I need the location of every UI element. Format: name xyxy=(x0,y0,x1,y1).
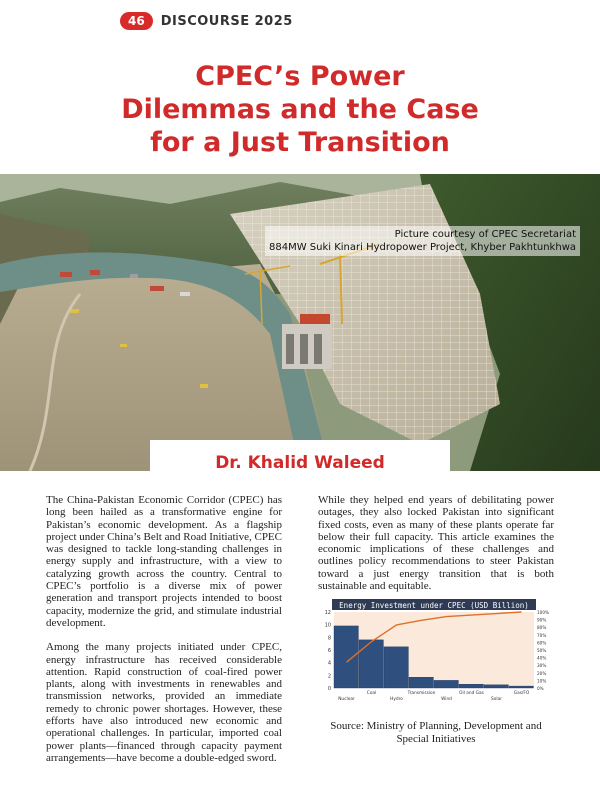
bar-solar xyxy=(484,685,508,688)
y2-tick-label: 0% xyxy=(537,686,544,691)
y-tick-label: 10 xyxy=(324,622,331,629)
y2-tick-label: 100% xyxy=(537,610,549,615)
body-column-left xyxy=(46,494,282,776)
body-paragraph: While they helped end years of debilitating power outages, they also locked Pakistan into significant fixed costs, even as many of these plants operate far below their full capacity. This article examines the economic implications of these challenges and outlines policy recommendations to steer Pakistan toward a just energy transition that is both sustainable and equitable. xyxy=(318,494,554,593)
article-title xyxy=(60,60,540,159)
body-column-right xyxy=(318,494,554,604)
y2-tick-label: 50% xyxy=(537,648,547,653)
y2-tick-label: 70% xyxy=(537,632,547,638)
photo-credit: Picture courtesy of CPEC Secretariat xyxy=(394,229,576,240)
y-tick-label: 6 xyxy=(327,648,331,654)
bar-wind xyxy=(434,680,458,688)
bar-gas-fo xyxy=(509,686,533,688)
y2-tick-label: 20% xyxy=(537,670,547,676)
body-paragraph: The China-Pakistan Economic Corridor (CPEC) has long been hailed as a transformative engine for Pakistan’s economic development. As a flagship project under China’s Belt and Road Initiative, CPEC was designed to tackle long-standing challenges in energy supply and infrastructure, with a view to catalyzing growth across the country. Central to CPEC’s portfolio is a diverse mix of power generation and transport projects intended to boost capacity, modernize the grid, and stimulate industrial development. xyxy=(46,494,282,629)
x-tick-label: Oil and Gas xyxy=(459,691,484,696)
title-line-2: Dilemmas and the Case xyxy=(121,94,479,125)
publication-name: DISCOURSE 2025 xyxy=(160,13,293,29)
x-tick-label: Nuclear xyxy=(338,697,355,702)
x-tick-label: Wind xyxy=(441,697,452,702)
chart-svg xyxy=(318,598,554,710)
bar-coal xyxy=(359,640,383,688)
bar-nuclear xyxy=(334,626,358,688)
photo-caption xyxy=(265,226,580,256)
x-tick-label: Transmission xyxy=(407,691,436,696)
bar-transmission xyxy=(409,677,433,688)
y-tick-label: 0 xyxy=(327,686,331,692)
y2-tick-label: 30% xyxy=(537,663,547,669)
energy-investment-chart xyxy=(318,598,554,710)
y2-tick-label: 80% xyxy=(537,625,547,631)
photo-description: 884MW Suki Kinari Hydropower Project, Khyber Pakhtunkhwa xyxy=(268,242,576,253)
chart-title: Energy Investment under CPEC (USD Billion) xyxy=(339,601,529,610)
hero-photo xyxy=(0,174,600,471)
bar-hydro xyxy=(384,647,408,688)
y2-tick-label: 90% xyxy=(537,617,547,623)
y-tick-label: 4 xyxy=(327,660,331,667)
y2-tick-label: 60% xyxy=(537,640,547,646)
title-line-1: CPEC’s Power xyxy=(195,61,405,92)
body-paragraph: Among the many projects initiated under CPEC, energy infrastructure has received considerable attention. Rapid construction of coal-fired power plants, along with investments in renewables and transmission networks, provided an immediate remedy to chronic power shortages. However, these efforts have also introduced new economic and operational challenges. In particular, imported coal power plants—financed through capacity payment arrangements—have become a double-edged sword. xyxy=(46,641,282,764)
page-header xyxy=(120,10,293,32)
dam-photo-illustration xyxy=(0,174,600,471)
bar-oil-and-gas xyxy=(459,684,483,688)
y2-tick-label: 40% xyxy=(537,655,547,661)
title-line-3: for a Just Transition xyxy=(150,127,450,158)
x-tick-label: Gas/FO xyxy=(513,691,530,696)
chart-source: Source: Ministry of Planning, Development and Special Initiatives xyxy=(330,720,542,745)
y-tick-label: 2 xyxy=(327,673,331,680)
x-tick-label: Solar xyxy=(491,697,502,702)
y2-tick-label: 10% xyxy=(537,678,547,684)
x-tick-label: Coal xyxy=(366,691,377,696)
page-number: 46 xyxy=(120,12,153,30)
y-tick-label: 8 xyxy=(327,635,331,642)
author-name: Dr. Khalid Waleed xyxy=(150,440,450,480)
x-tick-label: Hydro xyxy=(390,697,403,702)
y-tick-label: 12 xyxy=(324,610,331,616)
